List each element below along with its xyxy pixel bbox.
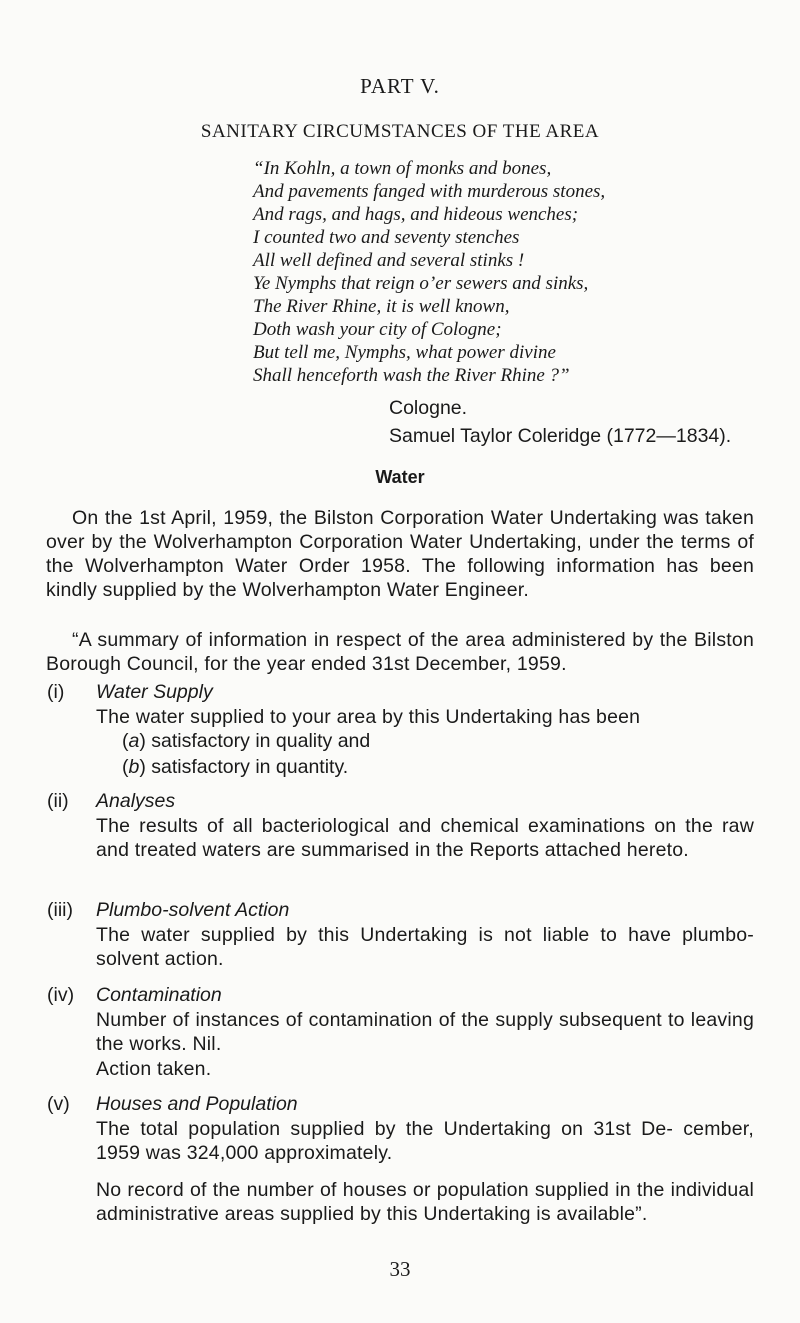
- poem-line: The River Rhine, it is well known,: [253, 296, 510, 317]
- item-label: (iii): [47, 899, 73, 921]
- section-heading: SANITARY CIRCUMSTANCES OF THE AREA: [200, 121, 600, 142]
- item-body-note: No record of the number of houses or population supplied in the individual administrative areas supplied by this Undertaking is available”.: [96, 1179, 754, 1225]
- sub-letter: b: [128, 756, 140, 778]
- item-body-action: Action taken.: [96, 1058, 212, 1080]
- sub-text: satisfactory in quantity.: [151, 756, 349, 778]
- poem-place: Cologne.: [389, 397, 468, 419]
- part-title: PART V.: [360, 74, 440, 98]
- item-title: Contamination: [96, 984, 222, 1006]
- poem-line: “In Kohln, a town of monks and bones,: [253, 158, 552, 179]
- item-title: Analyses: [96, 790, 176, 812]
- item-label: (ii): [47, 790, 69, 812]
- item-body: The water supplied to your area by this Undertaking has been: [96, 706, 641, 728]
- item-label: (v): [47, 1093, 70, 1115]
- item-label: (iv): [47, 984, 75, 1006]
- poem-author: Samuel Taylor Coleridge (1772—1834).: [389, 425, 732, 447]
- item-sub-entry: (a) satisfactory in quality and: [122, 730, 371, 752]
- poem-line: And pavements fanged with murderous stones,: [253, 181, 606, 202]
- water-intro-paragraph: On the 1st April, 1959, the Bilston Corporation Water Undertaking was taken over by the Wolverhampton Corporation Water Undertaking, under the terms of the Wolverhampton Water Order 1958. The following information has been kindly supplied by the Wolverhampton Water Engineer.: [46, 507, 754, 601]
- poem-line: And rags, and hags, and hideous wenches;: [253, 204, 579, 225]
- item-title: Water Supply: [96, 681, 213, 703]
- sub-letter: a: [128, 730, 140, 752]
- poem-line: All well defined and several stinks !: [253, 250, 525, 271]
- poem-epigraph: [253, 157, 773, 387]
- poem-line: Ye Nymphs that reign o’er sewers and sinks,: [253, 273, 589, 294]
- item-sub-entry: (b) satisfactory in quantity.: [122, 756, 349, 778]
- water-section-title: Water: [375, 467, 425, 487]
- poem-line: But tell me, Nymphs, what power divine: [253, 342, 556, 363]
- item-label: (i): [47, 681, 65, 703]
- sub-text: satisfactory in quality and: [151, 730, 371, 752]
- item-title: Plumbo-solvent Action: [96, 899, 290, 921]
- item-body: The results of all bacteriological and chemical examinations on the raw and treated waters are summarised in the Reports attached hereto.: [96, 815, 754, 861]
- item-body: The total population supplied by the Undertaking on 31st De- cember, 1959 was 324,000 approximately.: [96, 1118, 754, 1164]
- poem-line: Doth wash your city of Cologne;: [253, 319, 502, 340]
- poem-line: I counted two and seventy stenches: [253, 227, 520, 248]
- poem-line: Shall henceforth wash the River Rhine ?”: [253, 365, 570, 386]
- item-body: The water supplied by this Undertaking is not liable to have plumbo-solvent action.: [96, 924, 754, 970]
- item-body: Number of instances of contamination of the supply subsequent to leaving the works. Nil.: [96, 1009, 754, 1055]
- water-summary-paragraph: “A summary of information in respect of the area administered by the Bilston Borough Council, for the year ended 31st December, 1959.: [46, 629, 754, 675]
- item-title: Houses and Population: [96, 1093, 298, 1115]
- page-number: 33: [389, 1257, 411, 1281]
